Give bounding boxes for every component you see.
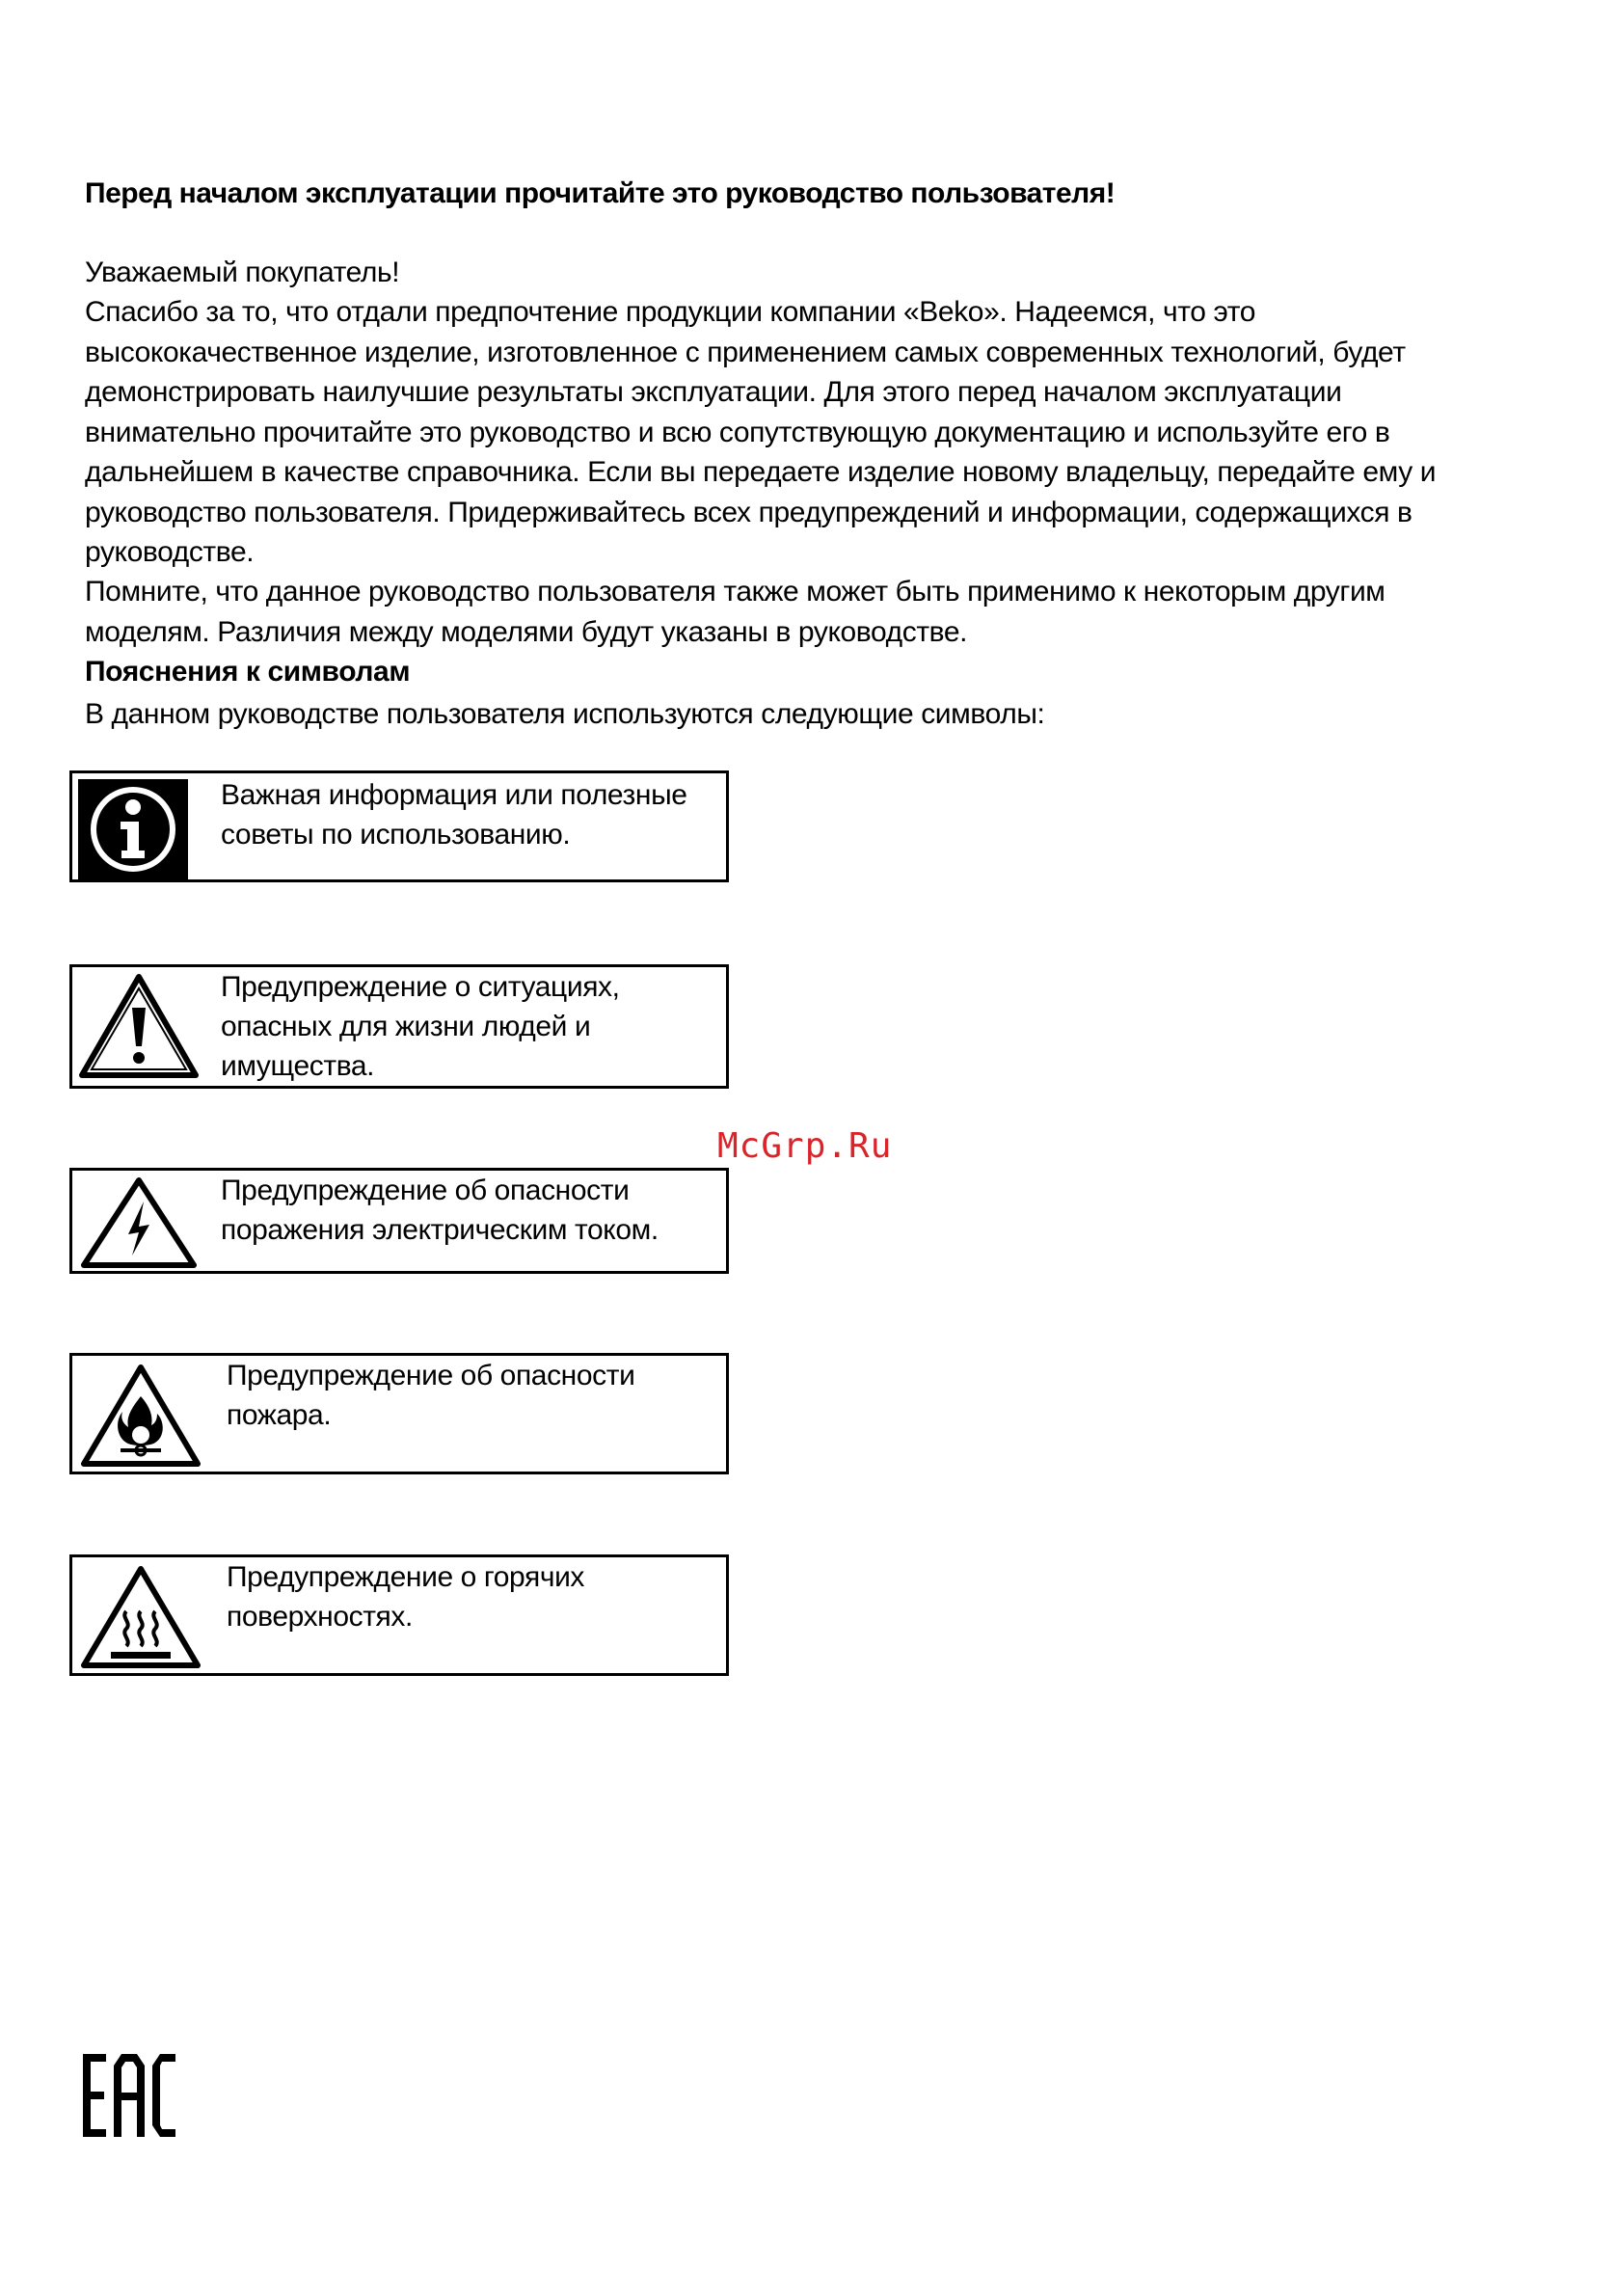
page-title: Перед началом эксплуатации прочитайте это руководство пользователя! (85, 177, 1116, 209)
symbol-box-fire-hazard (69, 1353, 729, 1474)
symbols-intro-text: В данном руководстве пользователя используются следующие символы: (85, 698, 1045, 730)
symbol-label-warning: Предупреждение о ситуациях, опасных для жизни людей и имущества. (221, 971, 620, 1082)
hot-surface-icon (78, 1563, 203, 1676)
info-icon (78, 779, 188, 884)
symbol-label-info: Важная информация или полезные советы по использованию. (221, 779, 687, 851)
symbol-label-electric-hazard: Предупреждение об опасности поражения электрическим током. (221, 1175, 659, 1246)
warning-icon (78, 973, 200, 1084)
electric-hazard-icon (78, 1176, 200, 1274)
intro-paragraph: Спасибо за то, что отдали предпочтение продукции компании «Beko». Надеемся, что это высококачественное изделие, изготовленное с применением самых современных технологий, будет демонстрировать наилучшие результаты эксплуатации. Для этого перед началом эксплуатации внимательно прочитайте это руководство и всю сопутствующую документацию и используйте его в дальнейшем в качестве справочника. Если вы передаете изделие новому владельцу, передайте ему и руководство пользователя. Придерживайтесь всех предупреждений и информации, содержащихся в руководстве. (85, 296, 1437, 568)
symbol-box-info (69, 770, 729, 882)
symbol-label-fire-hazard: Предупреждение об опасности пожара. (227, 1360, 635, 1431)
symbol-box-hot-surface (69, 1554, 729, 1676)
eac-certification-icon (83, 2054, 175, 2142)
symbol-box-electric-hazard (69, 1168, 729, 1274)
symbol-label-hot-surface: Предупреждение о горячих поверхностях. (227, 1561, 585, 1633)
models-note-paragraph: Помните, что данное руководство пользователя также может быть применимо к некоторым другим моделям. Различия между моделями будут указаны в руководстве. (85, 576, 1385, 648)
greeting-text: Уважаемый покупатель! (85, 257, 400, 288)
fire-hazard-icon (78, 1362, 203, 1474)
symbol-box-warning (69, 964, 729, 1089)
watermark-text: McGrp.Ru (717, 1126, 893, 1166)
symbols-section-heading: Пояснения к символам (85, 656, 411, 688)
